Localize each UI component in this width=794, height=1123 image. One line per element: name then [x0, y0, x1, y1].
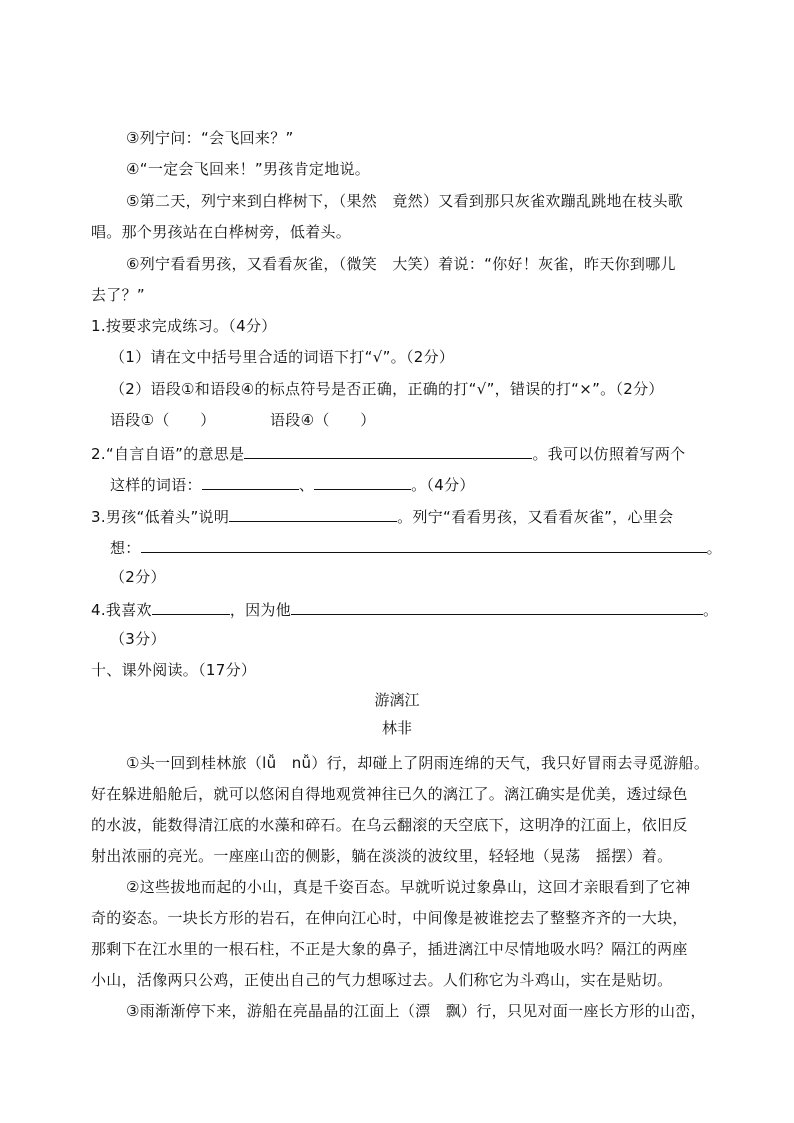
question-3-line-1: [91, 505, 673, 527]
question-4-period: 。: [703, 601, 719, 619]
question-2-points: 。（4分）: [411, 476, 475, 494]
reading-paragraph-1-line-2: 好在躲进船舱后，就可以悠闲自得地观赏神往已久的漓江了。漓江确实是优美，透过绿色: [91, 785, 688, 803]
passage-paragraph-3: ③列宁问：“会飞回来？”: [126, 129, 294, 147]
question-2-followup: 。我可以仿照着写两个: [532, 445, 686, 463]
question-2-words-label: 这样的词语：: [110, 476, 202, 494]
passage-paragraph-5-line-1: ⑤第二天，列宁来到白桦树下，（果然 竟然）又看到那只灰雀欢蹦乱跳地在枝头歌: [126, 192, 684, 210]
question-3-line-2: [110, 536, 722, 558]
question-3-points: （2分）: [110, 568, 166, 586]
question-3-answer-blank-1[interactable]: [229, 505, 397, 522]
passage-paragraph-4: ④“一定会飞回来！”男孩肯定地说。: [126, 160, 371, 178]
question-3-think-label: 想：: [110, 539, 141, 557]
question-3-prompt: 3.男孩“低着头”说明: [91, 508, 230, 526]
question-4-because: ，因为他: [229, 601, 292, 619]
passage-paragraph-6-line-1: ⑥列宁看看男孩，又看看灰雀，（微笑 大笑）着说：“你好！灰雀，昨天你到哪儿: [126, 255, 676, 273]
reading-paragraph-1-line-1: ①头一回到桂林旅（lǚ nǚ）行，却碰上了阴雨连绵的天气，我只好冒雨去寻觅游船。: [126, 754, 710, 772]
question-4-answer-blank-1[interactable]: [152, 598, 230, 615]
question-2-word-blank-2[interactable]: [314, 473, 411, 490]
question-4-prompt: 4.我喜欢: [91, 601, 152, 619]
question-2-prompt: 2.“自言自语”的意思是: [91, 445, 245, 463]
question-4-points: （3分）: [110, 630, 166, 648]
question-3-period: 。: [706, 539, 722, 557]
question-1: 1.按要求完成练习。（4分）: [91, 317, 277, 335]
question-3-followup: 。列宁“看看男孩，又看看灰雀”，心里会: [397, 508, 674, 526]
reading-paragraph-1-line-4: 射出浓丽的亮光。一座座山峦的侧影，躺在淡淡的波纹里，轻轻地（晃荡 摇摆）着。: [91, 847, 673, 865]
question-4-answer-blank-2[interactable]: [291, 598, 703, 615]
section-10-heading: 十、课外阅读。（17分）: [91, 661, 257, 679]
reading-author: 林非: [381, 719, 412, 737]
question-2-line-2: [110, 473, 475, 495]
passage-paragraph-5-line-2: 唱。那个男孩站在白桦树旁，低着头。: [91, 223, 352, 241]
reading-paragraph-2-line-3: 那剩下在江水里的一根石柱，不正是大象的鼻子，插进漓江中尽情地吸水吗？隔江的两座: [91, 940, 688, 958]
question-1-part-2: （2）语段①和语段④的标点符号是否正确，正确的打“√”，错误的打“×”。（2分）: [110, 380, 664, 398]
reading-paragraph-2-line-4: 小山，活像两只公鸡，正使出自己的气力想啄过去。人们称它为斗鸡山，实在是贴切。: [91, 971, 673, 989]
question-1-part-1: （1）请在文中括号里合适的词语下打“√”。（2分）: [110, 348, 455, 366]
question-2-separator: 、: [298, 476, 315, 494]
question-2-line-1: [91, 442, 685, 464]
reading-paragraph-2-line-2: 奇的姿态。一块长方形的岩石，在伸向江心时，中间像是被谁挖去了整整齐齐的一大块，: [91, 909, 688, 927]
reading-paragraph-3-line-1: ③雨渐渐停下来，游船在亮晶晶的江面上（漂 飘）行，只见对面一座长方形的山峦，: [126, 1002, 706, 1020]
question-3-answer-blank-2[interactable]: [141, 536, 707, 553]
question-2-word-blank-1[interactable]: [202, 473, 299, 490]
reading-paragraph-2-line-1: ②这些拔地而起的小山，真是千姿百态。早就听说过象鼻山，这回才亲眼看到了它神: [126, 878, 691, 896]
passage-paragraph-6-line-2: 去了？”: [91, 286, 145, 304]
question-2-answer-blank[interactable]: [244, 442, 532, 459]
question-4-line-1: [91, 598, 718, 620]
reading-title: 游漓江: [374, 691, 420, 709]
question-1-part-2-answer-a: 语段①（ ）: [110, 411, 216, 429]
reading-paragraph-1-line-3: 的水波，能数得清江底的水藻和碎石。在乌云翻滚的天空底下，这明净的江面上，依旧反: [91, 816, 688, 834]
question-1-part-2-answer-b: 语段④（ ）: [270, 411, 376, 429]
